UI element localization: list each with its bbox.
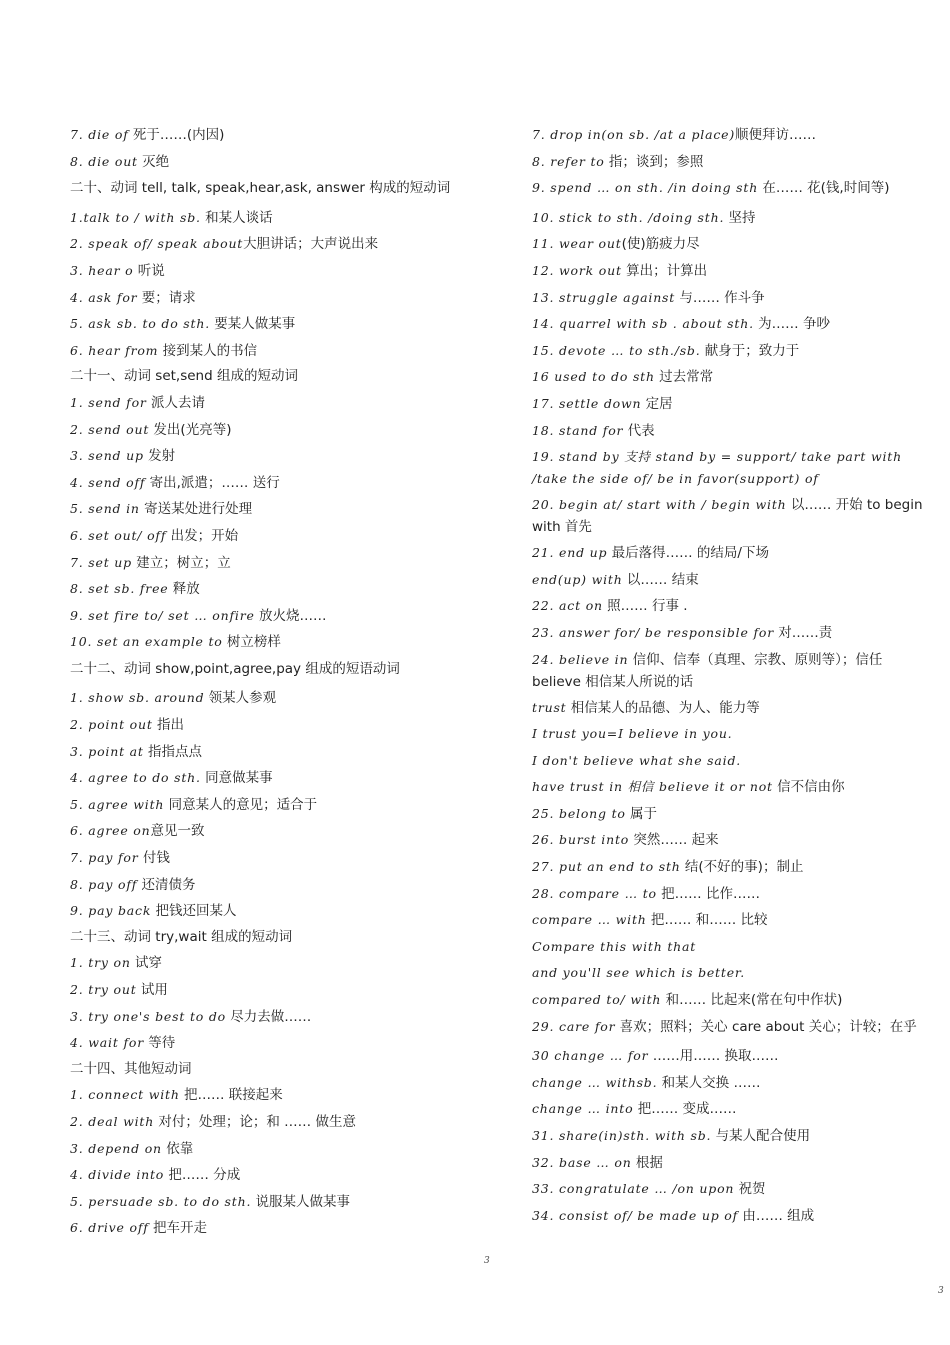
phrase-entry xyxy=(70,1215,465,1242)
chinese-meaning: 指；谈到；参照 xyxy=(604,153,704,170)
english-phrase: 16 used to do sth xyxy=(532,369,655,385)
chinese-meaning: 把…… 联接起来 xyxy=(179,1087,283,1104)
phrase-entry xyxy=(70,1030,465,1057)
english-phrase: change … withsb. xyxy=(532,1074,658,1090)
chinese-meaning: 与某人配合使用 xyxy=(711,1128,811,1144)
english-phrase: 21. end up xyxy=(532,545,608,561)
chinese-meaning: 要某人做某事 xyxy=(209,316,296,333)
chinese-meaning: 把…… 和…… 比较 xyxy=(646,912,768,929)
english-phrase: change … into xyxy=(532,1101,634,1117)
english-phrase: end(up) with xyxy=(532,571,623,587)
english-phrase: 1.talk to / with sb. xyxy=(70,209,201,225)
english-phrase: 9. pay back xyxy=(70,903,152,919)
chinese-meaning: 在…… 花(钱,时间等) xyxy=(758,180,890,197)
chinese-meaning: 以…… 结束 xyxy=(622,571,699,588)
english-phrase: 1. show sb. around xyxy=(70,690,205,706)
section-heading xyxy=(70,656,465,686)
chinese-meaning: 信仰、信奉（真理、宗教、原则等）；信任 believe 相信某人所说的话 xyxy=(532,651,883,690)
chinese-meaning: 同意做某事 xyxy=(200,770,273,787)
chinese-meaning: 树立榜样 xyxy=(222,634,281,651)
phrase-entry xyxy=(532,647,932,695)
english-phrase: 1. try on xyxy=(70,955,131,971)
english-phrase: 9. spend … on sth. /in doing sth xyxy=(532,180,759,196)
phrase-entry xyxy=(70,1082,465,1109)
chinese-meaning: 把钱还回某人 xyxy=(151,903,237,920)
phrase-entry xyxy=(532,620,932,647)
chinese-meaning: 寄送某处进行处理 xyxy=(139,501,253,518)
english-phrase: 4. send off xyxy=(70,474,146,490)
chinese-meaning: 还清债务 xyxy=(137,876,196,893)
phrase-entry xyxy=(532,593,932,620)
english-phrase: 24. believe in xyxy=(532,651,629,667)
english-phrase: 2. point out xyxy=(70,717,153,733)
english-phrase: 27. put an end to sth xyxy=(532,859,681,875)
phrase-entry xyxy=(532,205,932,232)
english-phrase: 23. answer for/ be responsible for xyxy=(532,624,774,640)
english-phrase: 8. pay off xyxy=(70,876,138,892)
phrase-entry xyxy=(70,712,465,739)
chinese-meaning: 照…… 行事 . xyxy=(602,598,688,615)
phrase-entry xyxy=(532,934,932,961)
chinese-meaning: 指出 xyxy=(152,717,184,734)
section-heading xyxy=(70,925,465,951)
chinese-meaning: 结(不好的事)；制止 xyxy=(680,859,804,876)
heading-text: 二十一、动词 set,send 组成的短动词 xyxy=(70,368,298,385)
english-phrase: 3. depend on xyxy=(70,1140,162,1156)
chinese-meaning: 付钱 xyxy=(138,850,170,867)
phrase-entry xyxy=(70,1162,465,1189)
english-phrase: 6. set out/ off xyxy=(70,527,167,543)
english-phrase: 20. begin at/ start with / begin with xyxy=(532,497,787,513)
heading-text: 二十三、动词 try,wait 组成的短动词 xyxy=(70,928,293,945)
chinese-meaning: 坚持 xyxy=(724,209,756,226)
chinese-meaning: 献身于；致力于 xyxy=(700,342,800,359)
english-phrase: 5. ask sb. to do sth. xyxy=(70,316,210,332)
chinese-meaning: 突然…… 起来 xyxy=(629,832,719,849)
chinese-meaning: 领某人参观 xyxy=(204,690,277,707)
phrase-entry xyxy=(532,721,932,748)
phrase-entry xyxy=(70,872,465,899)
left-column xyxy=(70,122,465,1242)
english-phrase: 5. send in xyxy=(70,501,140,517)
chinese-meaning: 由…… 组成 xyxy=(738,1207,815,1224)
english-phrase: Compare this with that xyxy=(532,938,697,954)
phrase-entry xyxy=(70,629,465,656)
english-phrase: 10. stick to sth. /doing sth. xyxy=(532,209,725,225)
phrase-entry xyxy=(70,603,465,630)
chinese-meaning: ……用…… 换取…… xyxy=(648,1048,779,1065)
english-phrase: 5. agree with xyxy=(70,796,165,812)
phrase-entry xyxy=(70,818,465,845)
english-phrase: 26. burst into xyxy=(532,832,630,848)
english-phrase: 13. struggle against xyxy=(532,289,676,305)
english-phrase: 14. quarrel with sb . about sth. xyxy=(532,316,754,332)
heading-text: 二十、动词 tell, talk, speak,hear,ask, answer 构成的短动词 xyxy=(70,180,451,197)
chinese-meaning: 和某人谈话 xyxy=(200,209,273,226)
chinese-meaning: 发出(光亮等) xyxy=(149,421,232,438)
chinese-meaning: 意见一致 xyxy=(150,823,205,840)
english-phrase: 3. point at xyxy=(70,743,144,759)
chinese-meaning: 顺便拜访…… xyxy=(735,127,817,143)
chinese-meaning: 接到某人的书信 xyxy=(158,342,258,359)
english-phrase: 15. devote … to sth./sb. xyxy=(532,342,701,358)
phrase-entry xyxy=(70,390,465,417)
section-heading xyxy=(70,175,465,205)
page-number-right: 3 xyxy=(938,1286,944,1296)
chinese-meaning: 代表 xyxy=(623,422,655,439)
english-phrase: 7. die of xyxy=(70,127,129,142)
chinese-meaning: 寄出,派遣；…… 送行 xyxy=(145,474,280,491)
chinese-meaning: 对……责 xyxy=(773,624,833,641)
chinese-meaning: 把…… 分成 xyxy=(164,1167,241,1184)
english-phrase: 19. stand by 支持 stand by = support/ take part with /take the side of/ be in favor(support) of xyxy=(532,449,902,487)
english-phrase: 8. die out xyxy=(70,153,138,169)
phrase-entry xyxy=(532,1043,932,1070)
phrase-entry xyxy=(70,1004,465,1031)
phrase-entry xyxy=(70,1189,465,1216)
chinese-meaning: 祝贺 xyxy=(734,1181,766,1198)
english-phrase: 1. send for xyxy=(70,394,147,410)
english-phrase: 10. set an example to xyxy=(70,634,223,650)
chinese-meaning: 对付；处理；论；和 …… 做生意 xyxy=(154,1113,356,1130)
phrase-entry xyxy=(70,205,465,232)
chinese-meaning: 同意某人的意见；适合于 xyxy=(164,796,318,813)
section-heading xyxy=(70,364,465,390)
chinese-meaning: 试用 xyxy=(136,982,168,998)
english-phrase: 28. compare … to xyxy=(532,885,657,901)
chinese-meaning: 把…… 变成…… xyxy=(633,1101,737,1118)
phrase-entry xyxy=(532,695,932,722)
phrase-entry xyxy=(70,845,465,872)
phrase-entry xyxy=(532,881,932,908)
phrase-entry xyxy=(532,827,932,854)
english-phrase: and you'll see which is better. xyxy=(532,965,746,981)
english-phrase: 22. act on xyxy=(532,598,603,614)
english-phrase: 7. drop in(on sb. /at a place) xyxy=(532,127,736,142)
phrase-entry xyxy=(532,391,932,418)
phrase-entry xyxy=(70,443,465,470)
chinese-meaning: 和…… 比起来(常在句中作状) xyxy=(661,992,843,1009)
chinese-meaning: 属于 xyxy=(625,805,658,822)
heading-text: 二十二、动词 show,point,agree,pay 组成的短语动词 xyxy=(70,660,400,677)
phrase-entry xyxy=(70,576,465,603)
english-phrase: 32. base … on xyxy=(532,1154,632,1170)
english-phrase: 2. speak of/ speak about xyxy=(70,236,244,252)
phrase-entry xyxy=(532,122,932,149)
chinese-meaning: 听说 xyxy=(133,262,165,279)
phrase-entry xyxy=(70,765,465,792)
phrase-entry xyxy=(532,1014,932,1044)
phrase-entry xyxy=(532,801,932,828)
english-phrase: 4. wait for xyxy=(70,1035,144,1051)
phrase-entry xyxy=(532,258,932,285)
phrase-entry xyxy=(532,1150,932,1177)
english-phrase: 8. set sb. free xyxy=(70,581,169,597)
chinese-meaning: 二十四、其他短动词 xyxy=(70,1060,192,1077)
phrase-entry xyxy=(70,550,465,577)
english-phrase: 9. set fire to/ set … onfire xyxy=(70,607,255,623)
phrase-entry xyxy=(70,1109,465,1136)
english-phrase: 5. persuade sb. to do sth. xyxy=(70,1193,252,1209)
phrase-entry xyxy=(532,748,932,775)
chinese-meaning: 算出；计算出 xyxy=(621,262,708,279)
chinese-meaning: 定居 xyxy=(641,395,673,412)
english-phrase: 25. belong to xyxy=(532,805,626,821)
phrase-entry xyxy=(532,492,932,540)
english-phrase: 2. try out xyxy=(70,982,137,997)
phrase-entry xyxy=(70,739,465,766)
chinese-meaning: 尽力去做…… xyxy=(226,1008,312,1025)
phrase-entry xyxy=(70,470,465,497)
chinese-meaning: 相信某人的品德、为人、能力等 xyxy=(566,699,760,716)
english-phrase: 6. hear from xyxy=(70,342,159,358)
english-phrase: 11. wear out xyxy=(532,236,622,252)
phrase-entry xyxy=(532,1203,932,1230)
chinese-meaning: 发射 xyxy=(143,448,176,465)
chinese-meaning: 把车开走 xyxy=(148,1220,207,1237)
phrase-entry xyxy=(70,685,465,712)
phrase-entry xyxy=(70,523,465,550)
chinese-meaning: 试穿 xyxy=(130,955,163,972)
english-phrase: 31. share(in)sth. with sb. xyxy=(532,1128,712,1143)
chinese-meaning: 指指点点 xyxy=(143,743,203,760)
chinese-meaning: 派人去请 xyxy=(146,394,205,411)
english-phrase: 3. hear o xyxy=(70,262,134,278)
phrase-entry xyxy=(532,418,932,445)
english-phrase: 7. set up xyxy=(70,554,132,570)
phrase-entry xyxy=(70,417,465,444)
english-phrase: 1. connect with xyxy=(70,1087,180,1103)
english-phrase: 30 change … for xyxy=(532,1048,649,1064)
phrase-entry xyxy=(532,149,932,176)
phrase-entry xyxy=(532,338,932,365)
phrase-entry xyxy=(532,444,932,492)
chinese-meaning: 大胆讲话；大声说出来 xyxy=(243,236,379,253)
chinese-meaning: 信不信由你 xyxy=(772,779,845,796)
phrase-entry xyxy=(532,774,932,801)
english-phrase: 6. drive off xyxy=(70,1220,149,1236)
english-phrase: 3. try one's best to do xyxy=(70,1008,226,1024)
chinese-meaning: 和某人交换 …… xyxy=(657,1074,761,1091)
chinese-meaning: 死于……(内因) xyxy=(128,127,225,143)
page-number-center: 3 xyxy=(484,1256,490,1266)
phrase-entry xyxy=(70,950,465,977)
phrase-entry xyxy=(70,496,465,523)
english-phrase: 34. consist of/ be made up of xyxy=(532,1207,739,1223)
english-phrase: I trust you=I believe in you. xyxy=(532,726,733,742)
phrase-entry xyxy=(532,1070,932,1097)
english-phrase: compare … with xyxy=(532,912,647,928)
phrase-entry xyxy=(532,311,932,338)
english-phrase: 7. pay for xyxy=(70,850,139,866)
english-phrase: 4. agree to do sth. xyxy=(70,770,201,786)
chinese-meaning: 过去常常 xyxy=(654,369,714,386)
phrase-entry xyxy=(70,258,465,285)
phrase-entry xyxy=(70,1136,465,1163)
english-phrase: 18. stand for xyxy=(532,422,624,438)
chinese-meaning: 放火烧…… xyxy=(254,607,327,624)
english-phrase: have trust in 相信 believe it or not xyxy=(532,779,773,795)
phrase-entry xyxy=(70,977,465,1004)
chinese-meaning: 等待 xyxy=(143,1035,176,1052)
phrase-entry xyxy=(532,1096,932,1123)
english-phrase: 29. care for xyxy=(532,1018,616,1034)
chinese-meaning: 要；请求 xyxy=(137,289,196,306)
chinese-meaning: 灭绝 xyxy=(137,153,170,170)
english-phrase: 2. deal with xyxy=(70,1113,155,1129)
phrase-entry xyxy=(532,231,932,258)
phrase-entry xyxy=(70,898,465,925)
english-phrase: 6. agree on xyxy=(70,823,151,839)
english-phrase: 4. divide into xyxy=(70,1167,165,1183)
english-phrase: 12. work out xyxy=(532,262,622,278)
chinese-meaning: 根据 xyxy=(631,1154,663,1171)
phrase-entry xyxy=(70,231,465,258)
english-phrase: 17. settle down xyxy=(532,395,642,411)
phrase-entry xyxy=(532,960,932,987)
phrase-entry xyxy=(70,122,465,149)
phrase-entry xyxy=(532,364,932,391)
chinese-meaning: 依靠 xyxy=(161,1140,194,1157)
english-phrase: compared to/ with xyxy=(532,992,662,1008)
english-phrase: 3. send up xyxy=(70,448,144,464)
phrase-entry xyxy=(70,1057,465,1083)
english-phrase: 4. ask for xyxy=(70,289,138,305)
phrase-entry xyxy=(70,338,465,365)
chinese-meaning: 说服某人做某事 xyxy=(251,1193,351,1210)
chinese-meaning: 出发；开始 xyxy=(166,527,239,544)
english-phrase: 8. refer to xyxy=(532,153,605,169)
chinese-meaning: (使)筋疲力尽 xyxy=(621,236,700,253)
phrase-entry xyxy=(532,567,932,594)
english-phrase: I don't believe what she said. xyxy=(532,752,742,768)
phrase-entry xyxy=(532,175,932,205)
chinese-meaning: 把…… 比作…… xyxy=(656,885,760,902)
english-phrase: 33. congratulate … /on upon xyxy=(532,1181,735,1197)
phrase-entry xyxy=(532,987,932,1014)
chinese-meaning: 以…… 开始 to begin with 首先 xyxy=(532,497,923,536)
chinese-meaning: 喜欢；照料；关心 care about 关心；计较；在乎 xyxy=(615,1018,917,1035)
phrase-entry xyxy=(532,1176,932,1203)
phrase-entry xyxy=(70,311,465,338)
phrase-entry xyxy=(70,149,465,176)
english-phrase: 2. send out xyxy=(70,421,150,437)
phrase-entry xyxy=(70,285,465,312)
phrase-entry xyxy=(532,907,932,934)
phrase-entry xyxy=(532,1123,932,1150)
chinese-meaning: 释放 xyxy=(168,581,200,598)
phrase-entry xyxy=(532,540,932,567)
chinese-meaning: 与…… 作斗争 xyxy=(675,289,765,306)
phrase-entry xyxy=(70,792,465,819)
chinese-meaning: 为…… 争吵 xyxy=(753,316,830,333)
phrase-entry xyxy=(532,854,932,881)
chinese-meaning: 建立；树立；立 xyxy=(131,554,231,571)
phrase-entry xyxy=(532,285,932,312)
english-phrase: trust xyxy=(532,699,567,715)
chinese-meaning: 最后落得…… 的结局/下场 xyxy=(607,545,769,562)
right-column xyxy=(532,122,932,1229)
